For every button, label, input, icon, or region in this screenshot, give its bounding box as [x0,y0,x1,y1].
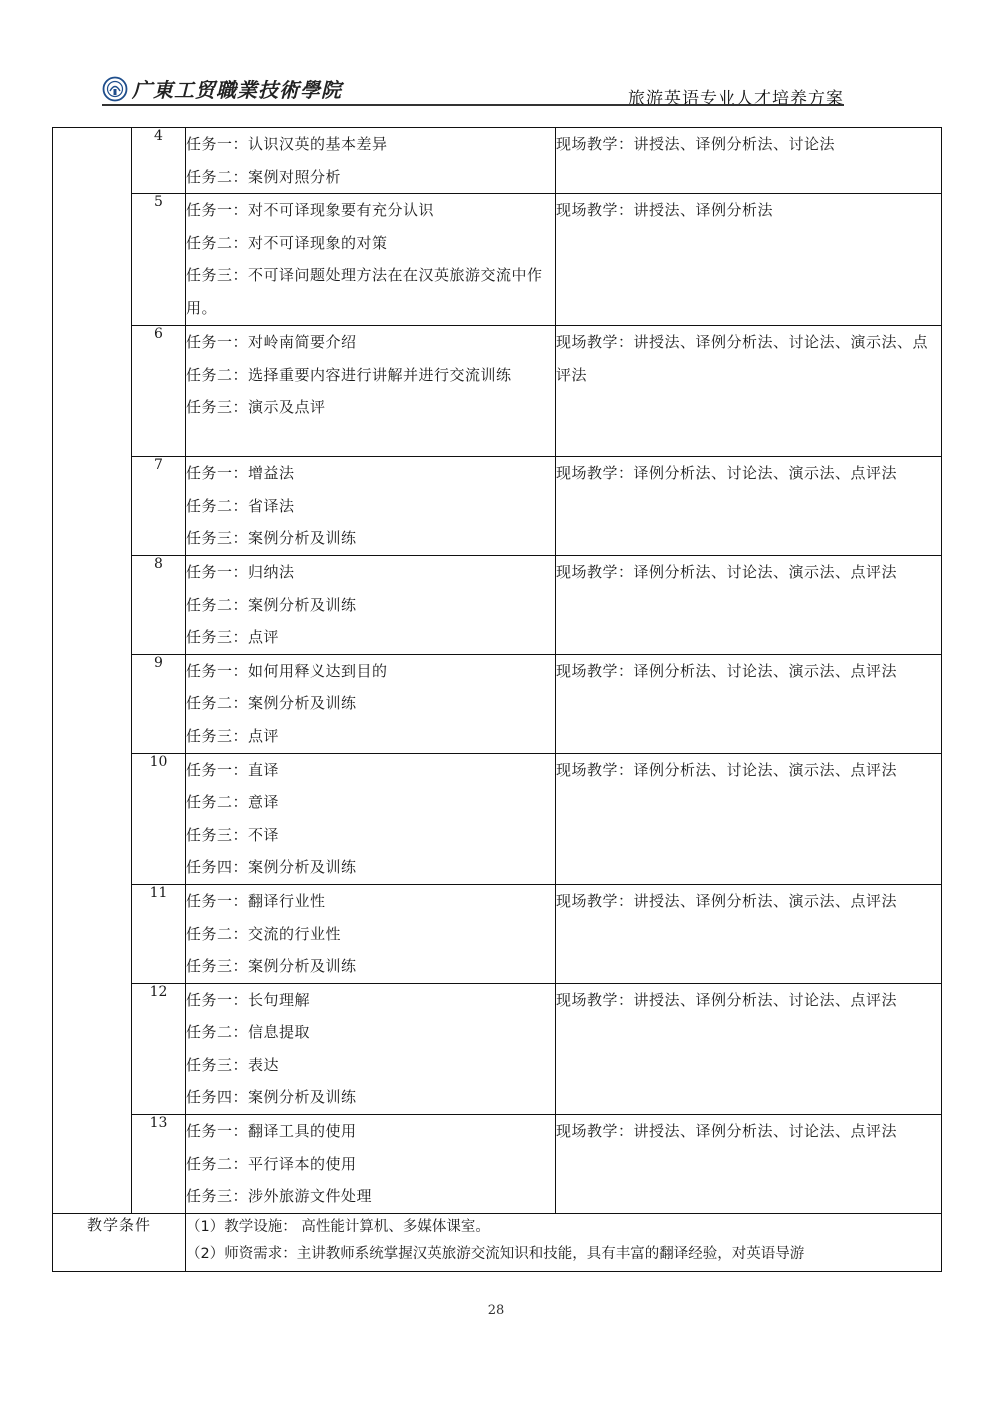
task-list-cell [186,654,556,753]
header-divider [102,104,844,106]
teaching-method-cell [556,194,942,326]
task-list-cell [186,326,556,457]
task-item: 任务二：信息提取 [186,1023,311,1042]
task-item: 任务一：增益法 [186,464,295,483]
task-item: 任务二：交流的行业性 [186,924,342,943]
row-number: 9 [132,654,186,753]
table-row [53,983,942,1114]
teaching-conditions-row [53,1213,942,1271]
teaching-method-cell [556,457,942,556]
task-item: 任务一：归纳法 [186,562,295,581]
row-number: 5 [132,194,186,326]
task-item: 任务一：如何用释义达到目的 [186,661,388,680]
task-item: 任务三：点评 [186,726,280,745]
task-list-cell [186,983,556,1114]
task-list-cell [186,194,556,326]
table-row [53,128,942,194]
task-item: 任务四：案例分析及训练 [186,1088,357,1107]
task-list-cell [186,128,556,194]
teaching-method-text: 现场教学：译例分析法、讨论法、演示法、点评法 [556,661,898,680]
task-item: 任务一：认识汉英的基本差异 [186,135,388,153]
school-emblem-icon [102,76,128,102]
table-row [53,457,942,556]
teaching-method-text: 现场教学：译例分析法、讨论法、演示法、点评法 [556,760,898,779]
table-row [53,326,942,457]
task-item: 任务三：案例分析及训练 [186,957,357,976]
page-number: 28 [487,1303,505,1318]
teaching-method-text: 现场教学：讲授法、译例分析法 [556,201,774,220]
task-list-cell [186,555,556,654]
teaching-method-cell [556,753,942,884]
teaching-method-text: 现场教学：译例分析法、讨论法、演示法、点评法 [556,562,898,581]
merged-category-cell [53,128,132,1214]
page-header [102,72,844,109]
task-item: 任务二：案例分析及训练 [186,694,357,713]
teaching-conditions-label: 教学条件 [53,1213,186,1271]
row-number: 7 [132,457,186,556]
condition-line: （2）师资需求：主讲教师系统掌握汉英旅游交流知识和技能，具有丰富的翻译经验，对英语导游 [186,1245,805,1262]
task-item: 任务一：对岭南简要介绍 [186,333,357,352]
teaching-method-text: 现场教学：讲授法、译例分析法、讨论法、点评法 [556,1122,898,1141]
teaching-method-cell [556,1115,942,1214]
table-row [53,753,942,884]
row-number: 12 [132,983,186,1114]
row-number: 13 [132,1115,186,1214]
teaching-method-cell [556,654,942,753]
task-item: 任务一：翻译行业性 [186,891,326,910]
task-list-cell [186,753,556,884]
teaching-method-text: 现场教学：讲授法、译例分析法、讨论法、点评法 [556,990,898,1009]
table-row [53,555,942,654]
task-item: 任务三：不可译问题处理方法在在汉英旅游交流中作用。 [186,266,543,317]
row-number: 4 [132,128,186,194]
teaching-method-cell [556,326,942,457]
table-body [53,128,942,1272]
teaching-method-text: 现场教学：讲授法、译例分析法、演示法、点评法 [556,891,898,910]
school-logo [102,74,342,103]
teaching-method-text: 现场教学：讲授法、译例分析法、讨论法 [556,135,836,153]
task-item: 任务四：案例分析及训练 [186,858,357,877]
teaching-conditions-body [186,1213,942,1271]
table-row [53,884,942,983]
task-item: 任务一：翻译工具的使用 [186,1122,357,1141]
task-item: 任务三：演示及点评 [186,398,326,417]
task-item: 任务一：直译 [186,760,280,779]
teaching-method-text: 现场教学：讲授法、译例分析法、讨论法、演示法、点评法 [556,333,929,384]
task-item: 任务三：涉外旅游文件处理 [186,1187,373,1206]
course-task-table [52,127,942,1272]
task-item: 任务三：表达 [186,1055,280,1074]
task-item: 任务二：案例分析及训练 [186,595,357,614]
task-item: 任务三：案例分析及训练 [186,529,357,548]
task-item: 任务二：选择重要内容进行讲解并进行交流训练 [186,365,512,384]
task-item: 任务三：不译 [186,825,280,844]
teaching-method-text: 现场教学：译例分析法、讨论法、演示法、点评法 [556,464,898,483]
task-list-cell [186,884,556,983]
task-item: 任务二：对不可译现象的对策 [186,233,388,252]
task-item: 任务二：平行译本的使用 [186,1154,357,1173]
task-item: 任务一：对不可译现象要有充分认识 [186,201,435,220]
task-list-cell [186,457,556,556]
teaching-method-cell [556,128,942,194]
task-item: 任务二：案例对照分析 [186,167,342,186]
task-item: 任务二：省译法 [186,496,295,515]
task-item: 任务三：点评 [186,628,280,647]
condition-line: （1）教学设施： 高性能计算机、多媒体课室。 [186,1218,490,1235]
teaching-method-cell [556,983,942,1114]
task-list-cell [186,1115,556,1214]
row-number: 8 [132,555,186,654]
table-row [53,194,942,326]
document-title: 旅游英语专业人才培养方案 [628,89,844,109]
task-item: 任务二：意译 [186,793,280,812]
row-number: 11 [132,884,186,983]
table-row [53,654,942,753]
school-name: 广東工贸職業技術學院 [132,78,342,102]
teaching-method-cell [556,884,942,983]
task-item: 任务一：长句理解 [186,990,311,1009]
row-number: 6 [132,326,186,457]
teaching-method-cell [556,555,942,654]
table-row [53,1115,942,1214]
row-number: 10 [132,753,186,884]
